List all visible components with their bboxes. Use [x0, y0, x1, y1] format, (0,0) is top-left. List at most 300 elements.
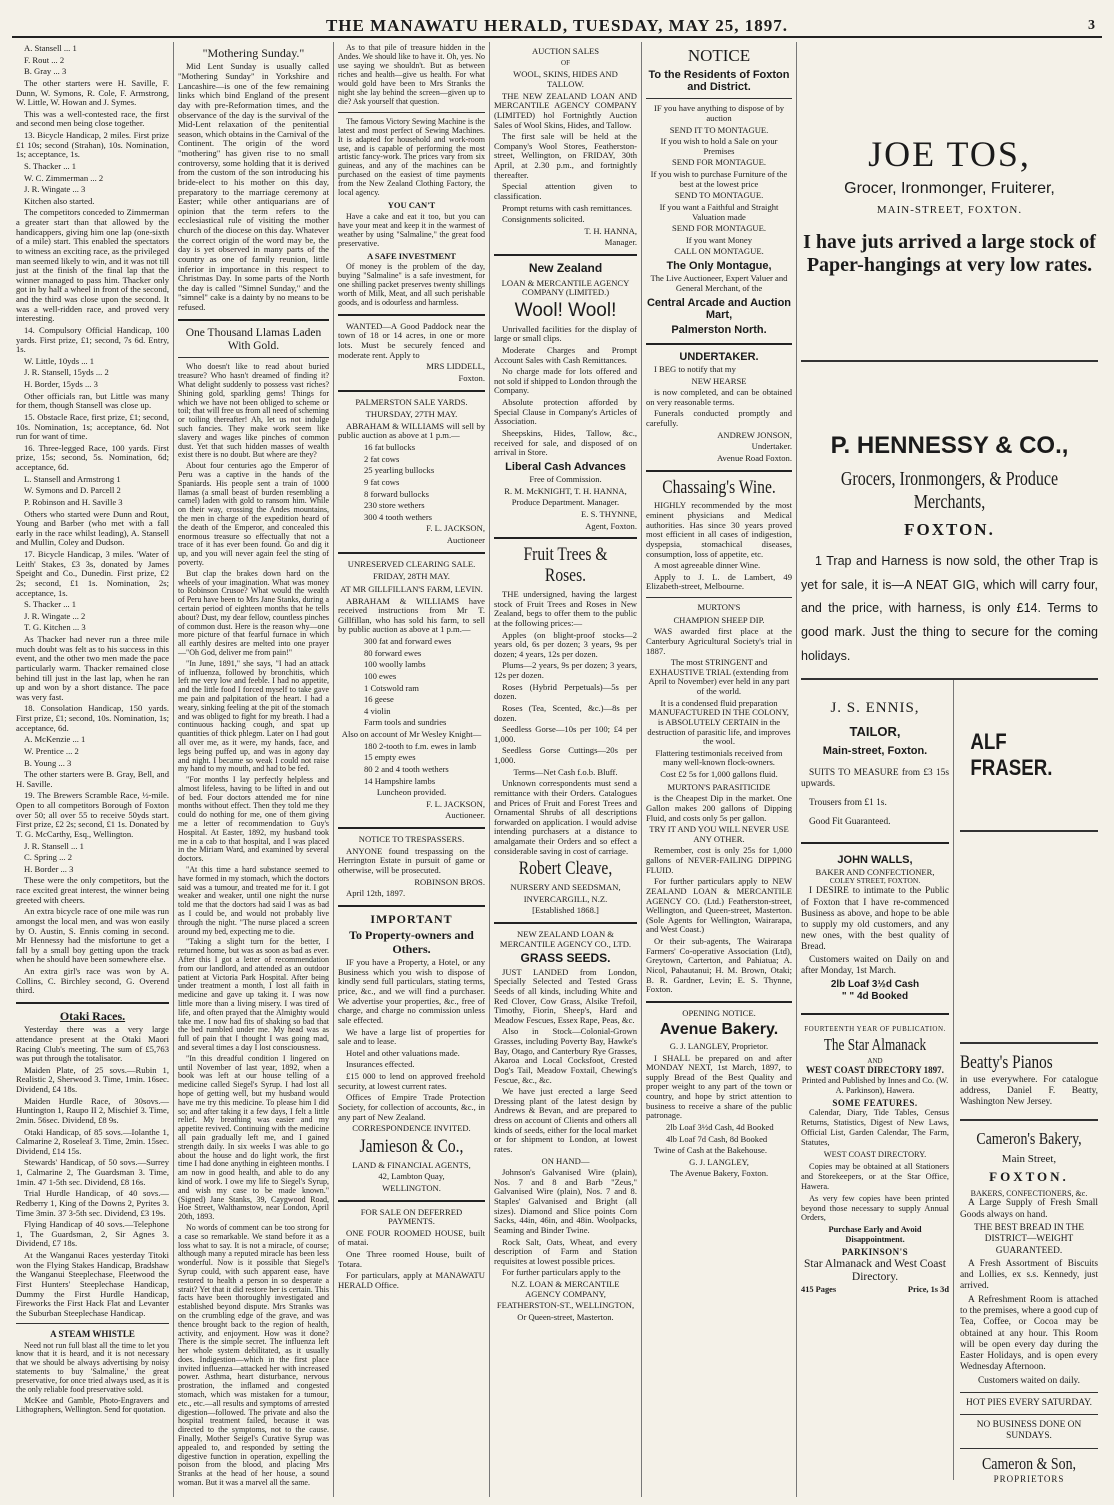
- ennis-text-2: Trousers from £1 1s.: [809, 798, 887, 809]
- parasiticide-text-2: TRY IT AND YOU WILL NEVER USE ANY OTHER.: [649, 824, 789, 844]
- palmerston-sale-item: 16 fat bullocks: [364, 442, 416, 453]
- sports-result-line: B. Gray ... 3: [24, 66, 67, 77]
- sports-result-line: W. Symons and D. Parcell 2: [24, 485, 121, 496]
- undertaker-addr: Avenue Road Foxton.: [716, 452, 792, 463]
- sports-result-line: J. R. Wingate ... 3: [24, 184, 86, 195]
- undertaker-title: UNDERTAKER.: [679, 350, 759, 363]
- notice-line: SEND FOR MONTAGUE.: [671, 157, 767, 168]
- sports-result-line: Kitchen also started.: [24, 195, 95, 206]
- joe-tos-text: I have juts arrived a large stock of Paper-hangings at very low rates.: [803, 231, 1096, 277]
- clearing-sale-item: 100 ewes: [364, 670, 397, 681]
- cameron-title: Cameron's Bakery,: [976, 1128, 1082, 1148]
- clearing-sale-item-2: 14 Hampshire lambs: [364, 775, 436, 786]
- fruit-price-line: Roses (Hybrid Perpetuals)—5s per dozen.: [494, 681, 637, 702]
- sheep-dip-sub: CHAMPION SHEEP DIP.: [673, 614, 765, 625]
- wool-text-4: Absolute protection afforded by Special Clause in Company's Articles of Association.: [494, 397, 637, 427]
- important-text-7: CORRESPONDENCE INVITED.: [352, 1123, 471, 1134]
- important-subtitle: To Property-owners and Others.: [349, 928, 474, 956]
- clearing-sale-item-2: 180 2-tooth to f.m. ewes in lamb: [364, 740, 477, 751]
- alf-fraser-ad: [960, 680, 1098, 832]
- clearing-sale-sign: F. L. JACKSON,: [426, 798, 485, 809]
- sports-result-line: 14. Compulsory Official Handicap, 100 yards. First prize, £1; second, 7s 6d. Entry, 1s.: [16, 324, 169, 355]
- almanack-features: SOME FEATURES.: [832, 1097, 918, 1108]
- almanack-text: Printed and Published by Innes and Co. (W. A. Parkinson), Hawera.: [801, 1075, 949, 1095]
- grass-company-2: N.Z. LOAN & MERCANTILE AGENCY COMPANY,: [511, 1279, 620, 1299]
- clearing-sale-items-2: [338, 742, 485, 787]
- sports-result-line: 13. Bicycle Handicap, 2 miles. First prize £1 10s; second (Strahan), 10s. Nomination, 1s; acceptance, 1s.: [16, 130, 169, 160]
- masthead: [12, 14, 1102, 38]
- fruit-price-line: Seedless Gorse—10s per 100; £4 per 1,000.: [494, 724, 637, 744]
- sports-result-line: The other starters were H. Saville, F. Dunn, W. Symons, R. Cole, F. Armstrong, W. Little, W. Howan and J. Symes.: [16, 77, 169, 108]
- sheep-dip-text-2: The most STRINGENT and EXHAUSTIVE TRIAL (extending from April to November) ever held in any part of the world.: [648, 657, 790, 697]
- sports-result-line: S. Thacker ... 1: [24, 599, 77, 610]
- sports-result-line: L. Stansell and Armstrong 1: [24, 473, 121, 484]
- cameron-ad: [960, 1121, 1098, 1493]
- chassaing-text: HIGHLY recommended by the most eminent physicians and Medical authorities. Has since 30 years proved most efficient in all cases of indigestion, dyspepsia, stomachical diseases, consumption, loss of appetite, etc.: [646, 500, 792, 559]
- jamieson-sub: LAND & FINANCIAL AGENTS,: [352, 1159, 471, 1170]
- palmerston-sale-item: 9 fat cows: [364, 476, 400, 487]
- cameron-text: A Large Supply of Fresh Small Goods always on hand.: [960, 1198, 1098, 1220]
- walls-price-2: " " 4d Booked: [841, 990, 909, 1002]
- deferred-title: FOR SALE ON DEFERRED PAYMENTS.: [360, 1206, 463, 1227]
- avenue-bakery-title: Avenue Bakery.: [659, 1021, 779, 1039]
- walls-ad: [801, 850, 949, 1006]
- sports-result-line: An extra bicycle race of one mile was run amongst the local men, and was won easily by O. Austin, S. Ennis coming in second. Mr Hennessy had the misfortune to get a fall by a small boy getting upon the track when he should have been somewhere else.: [16, 906, 169, 965]
- bakery-price-line: 4lb Loaf 7d Cash, 8d Booked: [666, 1133, 768, 1144]
- avenue-bakery-prices: [646, 1123, 792, 1144]
- cameron-text-6: HOT PIES EVERY SATURDAY.: [965, 1397, 1093, 1408]
- grass-text-4: Johnson's Galvanised Wire (plain), Nos. 7 and 8 and Barb "Zeus," Galvanised Wire (plain), Nos. 7 and 8. Staples' Galvanised and Bright (all sizes). Diamond and Slice points Corn Sacks, 44in, 46in, and 48in. Woolpacks, Seaming and Binder Twine.: [494, 1167, 637, 1235]
- sports-result-line: H. Border, 15yds ... 3: [24, 379, 98, 389]
- otaki-race-paragraph: Otaki Handicap, of 85 sovs.—Iolanthe 1, Calmarine 2, Roseleaf 3. Time, 2min. 15sec. Dividend, £14 15s.: [16, 1126, 169, 1156]
- trespassers-text: ANYONE found trespassing on the Herrington Estate in pursuit of game or otherwise, will be prosecuted.: [338, 845, 485, 875]
- column-3: [334, 42, 490, 1497]
- palmerston-sale-item: 230 store wethers: [364, 500, 425, 511]
- almanack-text-6: Purchase Early and Avoid Disappointment.: [828, 1225, 922, 1245]
- notice-line: SEND IT TO MONTAGUE.: [669, 124, 769, 135]
- palmerston-sale-sign: F. L. JACKSON,: [426, 523, 485, 534]
- walls-text: I DESIRE to intimate to the Public of Foxton that I have re-commenced Business as above, and hope to be able to supply my old customers, and any new ones, with the best quality of Bread.: [801, 886, 949, 952]
- otaki-race-paragraph: Trial Hurdle Handicap, of 40 sovs.—Redberry 1, King of the Downs 2, Pyrites 3. Time 3min. 37 3-5th sec. Dividend, £3 19s.: [16, 1188, 169, 1218]
- column-4: [490, 42, 642, 1497]
- sports-result-line: C. Spring ... 2: [24, 852, 72, 863]
- beatty-title: Beatty's Pianos: [960, 1052, 1053, 1073]
- mothering-sunday-text: [178, 62, 329, 312]
- right-ads: [954, 680, 1098, 1485]
- trespassers-date: April 12th, 1897.: [346, 888, 406, 899]
- almanack-price: Price, 1s 3d: [907, 1284, 949, 1294]
- undertaker-role: Undertaker.: [751, 441, 792, 452]
- auction-sub: WOOL, SKINS, HIDES AND TALLOW.: [513, 69, 618, 90]
- grass-on-hand: ON HAND—: [541, 1155, 590, 1166]
- cameron-city: FOXTON.: [989, 1169, 1069, 1185]
- parasiticide-text-5: Or their sub-agents, The Wairarapa Farmers' Co-operative Association (Ltd), Greytown, Carterton, and Pahiatua; A. Nicol, Pahautanui; H. M. Brown, Otaki; B. R. Gardner, Levin; E. S. Thynne, Foxton.: [646, 936, 792, 995]
- otaki-race-paragraph: At the Wanganui Races yesterday Titoki won the Flying Stakes Handicap, Bradshaw the Wanganui Steeplechase, Fleetwood the First Hunters' Steeplechase Handicap, Dummy the First Hurdle Handicap, Fireworks the First Hack Flat and Levanter the Suburban Steeplechase Handicap.: [16, 1250, 169, 1318]
- walls-price-1: 2lb Loaf 3½d Cash: [830, 979, 920, 991]
- almanack-text-4: Copies may be obtained at all Stationers and Storekeepers, or at the Star Office, Hawera.: [801, 1161, 949, 1191]
- llamas-paragraph: "For months I lay perfectly helpless and almost lifeless, having to be lifted in and out of bed. Four doctors attended me for nine months without effect. Then they told me they could do nothing for me, one of them giving me a letter of recommendation to Guy's Hospital. At Easter, 1892, my husband took me in a cab to that hospital, and I was placed in the Miriam Ward, and examined by several doctors.: [178, 775, 329, 864]
- almanack-text-2: Calendar, Diary, Tide Tables, Census Returns, Statistics, Digest of New Laws, Official List, Garden Calendar, The Farm, Statutes,: [801, 1108, 949, 1148]
- you-cant-text: Have a cake and eat it too, but you can have your meat and keep it in the warmest of weather by using "Salmaline," the great food preservative.: [338, 211, 485, 248]
- auction-text-5: Consignments solicited.: [502, 214, 585, 225]
- cameron-text-2: THE BEST BREAD IN THE DISTRICT—WEIGHT GUARANTEED.: [973, 1222, 1085, 1256]
- sheep-dip-cost: Cost £2 5s for 1,000 gallons fluid.: [660, 769, 778, 780]
- palmerston-sale-role: Auctioneer: [446, 535, 485, 546]
- sports-result-line: J. R. Wingate ... 2: [24, 610, 86, 621]
- notice-line: If you want a Faithful and Straight Valuation made: [659, 201, 779, 222]
- joe-tos-title: JOE TOS,: [868, 134, 1031, 174]
- otaki-race-paragraph: Maiden Hurdle Race, of 30sovs.—Huntington 1, Raupo II 2, Mischief 3. Time, 2min. 56sec. Dividend, £8 9s.: [16, 1095, 169, 1125]
- ennis-text-3: Good Fit Guaranteed.: [809, 817, 891, 828]
- notice-line: SEND TO MONTAGUE.: [674, 190, 764, 201]
- undertaker-text: I BEG to notify that my: [654, 363, 736, 374]
- grass-text: JUST LANDED from London, Specially Selected and Tested Grass Seeds of all kinds, including White and Red Clover, Cow Grass, Alsike Trefoil, Timothy, Fiorin, Sheep's, Hard and Meadow Fescues, Essex Rape, Peas, &c.: [494, 966, 637, 1025]
- avenue-bakery-text: I SHALL be prepared on and after MONDAY NEXT, 1st March, 1897, to supply Bread of the Best Quality and proper weight to any part of the town or country, and hope by strict attention to business to receive a share of the public patronage.: [646, 1052, 792, 1121]
- auction-of: OF: [561, 58, 570, 67]
- clearing-sale-item: 16 geese: [364, 694, 394, 705]
- clearing-sale-role: Auctioneer.: [445, 810, 485, 821]
- masthead-title: THE MANAWATU HERALD, TUESDAY, MAY 25, 1897.: [325, 16, 789, 35]
- auction-text-4: Prompt returns with cash remittances.: [502, 202, 633, 213]
- beatty-text: in use everywhere. For catalogue address, Daniel F. Beatty, Washington New Jersey.: [960, 1074, 1098, 1108]
- sports-result-line: T. G. Kitchen ... 3: [24, 622, 86, 633]
- victory-sewing-text: The famous Victory Sewing Machine is the latest and most perfect of Sewing Machines. It is adapted for household and work-room use, and is capable of performing the most artistic fancy-work. The prices vary from six guineas, and any of the machines can be purchased on the easiest of time payments from the New Zealand Clothing Factory, the local agency.: [338, 116, 485, 198]
- almanack-footer: [801, 1285, 949, 1295]
- important-text: IF you have a Property, a Hotel, or any Business which you wish to dispose of kindly send full particulars, stating terms, price, &c., and we will find a purchaser. We advertise your properties, &c., free of charge, and charge no commission unless sale effected.: [338, 957, 485, 1025]
- walls-title: JOHN WALLS,: [837, 854, 913, 867]
- parasiticide-title: MURTON'S PARASITICIDE: [667, 781, 771, 792]
- llamas-paragraph: "In June, 1891," she says, "I had an attack of influenza, followed by bronchitis, which left me very low and feeble. I had no appetite, and the little food I forced myself to take gave me pain and palpitation of the heart. I had a weary, sinking feeling at the pit of the stomach and was obliged to fight for my breath. I had a continuous hacking cough, and spat up quantities of thick phlegm. Later on I had gout all over me, as it were, my hands, face, and legs being puffed up, and was in agony day and night. I became so weak I could not raise my hand to my mouth, and had to be fed.: [178, 658, 329, 774]
- joe-tos-addr: MAIN-STREET, FOXTON.: [876, 204, 1023, 217]
- palmerston-sale-title: PALMERSTON SALE YARDS.: [355, 396, 468, 407]
- sheep-dip-text-3: It is a condensed fluid preparation MANUFACTURED IN THE COLONY, is ABSOLUTELY CERTAIN in the destruction of parasitic life, and improves the wool.: [647, 697, 791, 747]
- clearing-sale-lunch: Luncheon provided.: [376, 787, 447, 798]
- mothering-sunday-paragraph: Mid Lent Sunday is usually called "Mothering Sunday" in Yorkshire and Lancashire—is one of the few remaining links which bind England of the present day with pre-Reformation times, and the observance of the day is the survival of the Mid-Lent relaxation of the penitential season, which obtains in the Carnival of the Continent. The origin of the word "mothering" has given rise to no small controversy, some holding that it is derived from the custom of the son introducing his bride-elect to his mother on this day, preparatory to the marriage ceremony at Easter; while other antiquarians are of opinion that the term refers to the ecclesiastical rule of visiting the mother church of the diocese on this day. Whatever the correct origin of the word may be, the day is yet observed in many parts of the country as one of family reunion, little inferior in importance in this respect to Christmas Day. In some parts of the North the day is called "Simnel Sunday," and the "simnel" cake is a dainty by no means to be refused.: [178, 61, 329, 313]
- alf-fraser: ALF FRASER.: [970, 728, 1053, 780]
- sheep-dip-text-4: Flattering testimonials received from many well-known flock-owners.: [655, 747, 783, 768]
- parasiticide-text-3: Remember, cost is only 25s for 1,000 gallons of NEVER-FAILING DIPPING FLUID.: [646, 845, 792, 875]
- fruit-trees-prices: [494, 631, 637, 766]
- fruit-price-line: Apples (on blight-proof stocks—2 years old, 6s per dozen; 3 years, 9s per dozen; 4 years, 12s per dozen.: [494, 629, 637, 659]
- cleave-title: Robert Cleave,: [518, 858, 613, 880]
- palmerston-sale-item: 8 forward bullocks: [364, 488, 429, 499]
- llamas-paragraph: "Taking a slight turn for the better, I returned home, but was as soon as bad as ever. After this I got a letter of recommendation from our landlord, and attended as an outdoor patient at Victoria Park Hospital. After being under treatment a month, I lost all faith in medicine and gave up taking it. I was now little more than a living misery. I was tired of life, and often prayed that the Almighty would take me. I now had fits of shaking so bad that the bed rumbled under me. My head was as full of pain that I thought I was going mad, and several times a day I lost consciousness.: [178, 937, 329, 1052]
- notice-sub: To the Residents of Foxton and District.: [648, 68, 790, 93]
- grass-text-5: Rock Salt, Oats, Wheat, and every description of Farm and Station requisites at lowest possible prices.: [494, 1236, 637, 1266]
- cameron-sub: BAKERS, CONFECTIONERS, &c.: [970, 1188, 1088, 1198]
- safe-investment-title: A SAFE INVESTMENT: [367, 250, 456, 261]
- llamas-paragraph: "At this time a hard substance seemed to have formed in my stomach, which the doctors said was a tumour, and treated me for it. I got weaker and weaker, until one night the nurse told me that the doctors had said I was as bad as I could be, and would not probably live through the night. "The nurse placed a screen around my bed, expecting me to die.: [178, 865, 329, 936]
- sports-result-line: B. Young ... 3: [24, 757, 72, 768]
- llamas-paragraph: "In this dreadful condition I lingered on until November of last year, 1892, when a book was left at our house telling of a medicine called Siegel's Syrup. I had lost all hope of getting well, but my husband would have me try this medicine. To please him I did so; and after taking it a few days, I felt a little relief. My breathing was easier and my appetite revived. Continuing with the medicine all pain gradually left me, and I gained strength daily. In six weeks I was able to go about the house and do light work, the first time I had done anything in eighteen months. I am now in good health, and able to do any kind of work. I owe my life to Siegel's Syrup, and wish my case to be made known." (Signed) Jane Stanks, 39, Caygwood Road, Hoe Street, Walthamstow, near London, April 20th, 1893.: [178, 1053, 329, 1222]
- liberal-sign-1: R. M. McKNIGHT, T. H. HANNA,: [504, 485, 627, 496]
- parasiticide-text-4: For further particulars apply to NEW ZEALAND LOAN & MERCANTILE AGENCY CO. (Ltd.) Featherston-street, Wellington, and Queen-street, Masterton. (Sole Agents for Wellington, Wairarapa, and West Coast.): [646, 876, 792, 935]
- sports-result-line: An extra girl's race was won by A. Collins, C. Birchley second, G. Overend third.: [16, 966, 169, 996]
- almanack-and: AND: [867, 1057, 883, 1066]
- almanack-pub: FOURTEENTH YEAR OF PUBLICATION.: [804, 1024, 946, 1033]
- steam-whistle-text: Need not run full blast all the time to let you know that it is heard, and it is not necessary that we should be always advertising by noisy statements to buy 'Salmaline,' the great preservative, for once tried always used, as it is the only reliable food preservative sold.: [16, 1340, 169, 1395]
- cameron-addr: Main Street,: [1001, 1153, 1057, 1166]
- clearing-sale-item: 4 violin: [364, 705, 391, 716]
- liberal-sign-2: Produce Department. Manager.: [511, 497, 620, 508]
- wanted-place: Foxton.: [458, 372, 485, 383]
- treasure-text: As to that pile of treasure hidden in the Andes. We should like to have it. Oh, yes. No use saying we shouldn't. But as between riches and health—give us health. For what would gold have been to Mrs Stranks the night she lay behind the screen—given up to die? Ask yourself that question.: [338, 43, 485, 106]
- sports-result-line: W. C. Zimmerman ... 2: [24, 172, 104, 183]
- sports-result-line: J. R. Stansell, 15yds ... 2: [24, 367, 109, 378]
- mothering-sunday-title: "Mothering Sunday.": [202, 46, 305, 60]
- almanack-text-5: As very few copies have been printed beyond those necessary to supply Annual Orders,: [801, 1193, 949, 1223]
- only-montague-title: The Only Montague,: [666, 260, 772, 273]
- clearing-sale-intro: ABRAHAM & WILLIAMS have received instructions from Mr T. Gillfillan, who has sold his farm, to sell by public auction as above at 1 p.m.—: [338, 595, 485, 635]
- sports-result-line: These were the only competitors, but the race excited great interest, the winner being greeted with cheers.: [16, 875, 169, 905]
- avenue-bakery-sign: G. J. LANGLEY,: [689, 1156, 749, 1167]
- clearing-sale-item: 300 fat and forward ewes: [364, 636, 452, 647]
- liberal-agent-2: Agent, Foxton.: [585, 520, 637, 531]
- sports-result-line: 19. The Brewers Scramble Race, ½-mile. Open to all competitors Borough of Foxton over 50; all over 55 to receive 50yds start. First prize, £2 2s; second, £1 1s. Donated by T. G. McCarthy, Esq., Wellington.: [16, 790, 169, 839]
- steam-whistle-title: A STEAM WHISTLE: [50, 1329, 135, 1340]
- clearing-sale-item-2: 15 empty ewes: [364, 752, 416, 763]
- sports-result-line: S. Thacker ... 1: [24, 160, 77, 171]
- auction-role: Manager.: [604, 237, 637, 248]
- nz-loan-sub: LOAN & MERCANTILE AGENCY COMPANY (LIMITED.): [501, 277, 630, 298]
- parasiticide-text: is the Cheapest Dip in the market. One Gallon makes 200 gallons of Dipping Fluid, and costs only 5s per gallon.: [646, 793, 792, 823]
- notice-line: If you wish to hold a Sale on your Premises: [660, 136, 778, 156]
- sports-result-line: As Thacker had never run a three mile much doubt was felt as to his success in this event, and the other two men made the pace particularly warm. Thacker remained close behind till just in the last lap, when he ran up and won by a short distance. The pace was very fast.: [16, 634, 169, 702]
- cameron-text-4: A Refreshment Room is attached to the premises, where a good cup of Tea, Coffee, or Cocoa may be obtained at any hour. This Room will be open every day during the Easter Holidays, and is open every Wednesday Afternoon.: [960, 1294, 1098, 1373]
- grass-text-6: For further particulars apply to the: [502, 1267, 621, 1278]
- important-text-3: Hotel and other valuations made.: [346, 1047, 460, 1058]
- notice-line: IF you have anything to dispose of by auction: [653, 103, 785, 123]
- opening-notice: OPENING NOTICE.: [682, 1007, 756, 1018]
- notice-line: If you wish to purchase Furniture of the best at the lowest price: [650, 169, 788, 189]
- walls-sub: BAKER AND CONFECTIONER,: [815, 867, 935, 878]
- sports-result-line: H. Border ... 3: [24, 863, 74, 874]
- grass-company: NEW ZEALAND LOAN & MERCANTILE AGENCY CO., LTD.: [499, 929, 632, 949]
- wool-text-5: Sheepskins, Hides, Tallow, &c., received for sale, and disposed of on arrival in Store.: [494, 427, 637, 458]
- auction-text-3: Special attention given to classification.: [494, 181, 637, 201]
- engravers-note: McKee and Gamble, Photo-Engravers and Lithographers, Wellington. Send for quotation.: [16, 1396, 169, 1415]
- central-arcade-city: Palmerston North.: [671, 324, 767, 337]
- important-text-4: Insurances effected.: [346, 1059, 415, 1070]
- columns: [12, 42, 1102, 1497]
- almanack-pages: 415 Pages: [801, 1284, 837, 1294]
- wool-title: Wool! Wool!: [514, 299, 617, 321]
- liberal-agent: E. S. THYNNE,: [581, 508, 637, 519]
- clearing-sale-title: UNRESERVED CLEARING SALE.: [347, 558, 476, 569]
- cameron-text-5: Customers waited on daily.: [978, 1375, 1080, 1386]
- sports-result-line: W. Prentice ... 2: [24, 745, 79, 756]
- palmerston-sale-item: 25 yearling bullocks: [364, 465, 435, 476]
- llamas-paragraph: No words of comment can be too strong for a case so remarkable. We stand before it as a loss what to say. It is not a miracle, of course; although many a reputed miracle has been less wonderful. Now is it possible that Siegel's Syrup could, with such apparent ease, have restored to health a person in so desperate a strait? Yet that it did restore her is certain. This facts have been thoroughly investigated and established beyond dispute. Mrs Stranks was on the crumbling edge of the grave, and was thence brought back to the region of health, activity, and enjoyment. How was it done? There is the simple secret. The influenza left her whole system debilitated, as it usually does. Indigestion—which in the first place invited influenza—attacked her with increased power. Asthma, heart disturbance, nervous prostration, the inflamed and congested stomach, which was mistaken for a tumour, etc., etc.—all results and symptoms of arrested digestion—followed. The private and also the hospital treatment failed, because it was directed to the symptoms, not to the cause. Finally, Mother Seigel's Curative Syrup was appealed to, and responded by setting the digestive function in operation, expelling the poison from the blood, and placing Mrs Stranks at the head of her house, a sound woman. But it was a marvel all the same.: [178, 1222, 329, 1488]
- wool-text: Unrivalled facilities for the display of large or small clips.: [494, 323, 637, 344]
- liberal-sub: Free of Commission.: [529, 474, 602, 485]
- central-arcade-title: Central Arcade and Auction Mart,: [646, 296, 792, 321]
- undertaker-sign: ANDREW JONSON,: [717, 429, 792, 440]
- notice-title: NOTICE: [687, 46, 751, 65]
- sports-result-line: Other officials ran, but Little was many for them, though Stansell was close up.: [16, 390, 169, 411]
- cameron-sign: Cameron & Son,: [981, 1453, 1077, 1473]
- sports-result-line: J. R. Stansell ... 1: [24, 840, 84, 851]
- fruit-price-line: Plums—2 years, 9s per dozen; 3 years, 12s per dozen.: [494, 660, 637, 680]
- auction-sign: T. H. HANNA,: [584, 225, 637, 236]
- grass-seeds-title: GRASS SEEDS.: [520, 951, 611, 966]
- otaki-race-paragraph: Maiden Plate, of 25 sovs.—Rubin 1, Realistic 2, Sherwood 3. Time, 1min. 16sec. Dividend, £4 18s.: [16, 1064, 169, 1095]
- cameron-text-7: NO BUSINESS DONE ON SUNDAYS.: [976, 1420, 1082, 1442]
- ennis-addr: Main-street, Foxton.: [822, 745, 928, 758]
- walls-addr: COLEY STREET, FOXTON.: [829, 876, 921, 886]
- llamas-title: One Thousand Llamas Laden With Gold.: [185, 326, 322, 352]
- important-text-5: £15 000 to lend on approved freehold security, at lowest current rates.: [338, 1071, 485, 1091]
- palmerston-sale-items: [338, 443, 485, 522]
- sports-result-line: A. Stansell ... 1: [24, 43, 77, 53]
- jamieson-title: Jamieson & Co.,: [359, 1135, 464, 1157]
- important-title: IMPORTANT: [370, 911, 453, 926]
- palmerston-sale-item: 300 4 tooth wethers: [364, 511, 433, 522]
- important-text-6: Offices of Empire Trade Protection Society, for collection of accounts, &c., in any part of New Zealand.: [338, 1092, 485, 1122]
- bottom-ads: [801, 680, 1098, 1485]
- almanack-title: The Star Almanack: [823, 1035, 927, 1055]
- clearing-sale-items: [338, 637, 485, 728]
- hennessy-ad: [801, 362, 1098, 680]
- sheep-dip-title: MURTON'S: [697, 602, 741, 613]
- deferred-text: ONE FOUR ROOMED HOUSE, built of matai.: [338, 1227, 485, 1248]
- only-montague-text: The Live Auctioneer, Expert Valuer and General Merchant, of the: [650, 273, 788, 293]
- clearing-sale-item: Farm tools and sundries: [364, 717, 447, 728]
- ennis-ad: [801, 680, 949, 836]
- wool-text-3: No charge made for lots offered and not sold if shipped to London through the Company.: [494, 366, 637, 396]
- llamas-text: [178, 363, 329, 1487]
- sports-results: [16, 44, 169, 996]
- auction-title: AUCTION SALES: [531, 46, 600, 56]
- avenue-bakery-addr: The Avenue Bakery, Foxton.: [669, 1168, 769, 1179]
- deferred-text-3: For particulars, apply at MANAWATU HERALD Office.: [338, 1270, 485, 1290]
- fruit-trees-title: Fruit Trees & Roses.: [523, 544, 608, 587]
- cameron-role: PROPRIETORS: [993, 1474, 1065, 1485]
- ennis-title: J. S. ENNIS,: [830, 700, 920, 716]
- avenue-bakery-prop: G. J. LANGLEY, Proprietor.: [669, 1040, 769, 1051]
- almanack-sub: WEST COAST DIRECTORY 1897.: [806, 1065, 944, 1076]
- almanack-parkinson: PARKINSON'S: [841, 1247, 909, 1258]
- llamas-paragraph: But clap the brakes down hard on the wheels of your imagination. What was money to Robinson Crusoe? What would the wealth of Peru have been to Mrs Jane Stanks, during a certain period of eighteen months that he tells about? Dust, my dear fellow, countless pinches of common dust. Here is the reason why—one more picture of that fearful furnace in which all earthly desires are melted into one prayer—"Oh God, deliver me from pain!": [178, 568, 329, 657]
- safe-investment-text: Of money is the problem of the day, buying "Salmaline" is a safe investment, for one shilling packet preserves twenty shillings worth of Milk, Meat, and all such perishable goods, and is odourless and harmless.: [338, 262, 485, 307]
- joe-tos-ad: [801, 44, 1098, 362]
- chassaing-title: Chassaing's Wine.: [662, 476, 776, 498]
- cleave-sub: NURSERY AND SEEDSMAN,: [510, 882, 621, 893]
- sheep-dip-text: WAS awarded first place at the Canterbury Agricultural Society's trial in 1887.: [646, 626, 792, 656]
- liberal-title: Liberal Cash Advances: [505, 460, 626, 473]
- almanack-star: Star Almanack and West Coast Directory.: [804, 1257, 946, 1284]
- wool-text-2: Moderate Charges and Prompt Account Sales with Cash Remittances.: [494, 344, 637, 365]
- notice-line: SEND FOR MONTAGUE.: [671, 223, 767, 234]
- sports-result-line: This was a well-contested race, the first and second men being close together.: [16, 108, 169, 129]
- chassaing-text-2: A most agreeable dinner Wine.: [654, 560, 761, 571]
- undertaker-text-2: is now completed, and can be obtained on very reasonable terms.: [646, 387, 792, 407]
- otaki-races-title: Otaki Races.: [59, 1008, 126, 1023]
- beatty-ad: [960, 1044, 1098, 1121]
- sports-result-line: A. McKenzie ... 1: [24, 734, 86, 745]
- grass-text-2: Also in Stock—Colonial-Grown Grasses, including Poverty Bay, Hawke's Bay, Otago, and Canterbury Rye Grasses, Akaroa and Local Cocksfoot, Crested Dog's Tail, Meadow Foxtail, Chewing's Fescue, &c., &c.: [494, 1026, 637, 1085]
- cameron-text-3: A Fresh Assortment of Biscuits and Lollies, ex s.s. Kennedy, just arrived.: [960, 1258, 1098, 1292]
- palmerston-sale-intro: ABRAHAM & WILLIAMS will sell by public auction as above at 1 p.m.—: [338, 420, 485, 441]
- hennessy-city: FOXTON.: [904, 520, 995, 540]
- sports-result-line: The other starters were B. Gray, Bell, and H. Saville.: [16, 769, 169, 789]
- clearing-sale-also: Also on account of Mr Wesley Knight—: [341, 729, 482, 740]
- notice-items: [646, 104, 792, 257]
- avenue-bakery-text-2: Twine of Cash at the Bakehouse.: [654, 1145, 767, 1156]
- clearing-sale-item: 100 woolly lambs: [364, 659, 426, 670]
- undertaker-text-3: Funerals conducted promptly and carefully.: [646, 408, 792, 428]
- palmerston-sale-item: 2 fat cows: [364, 453, 400, 464]
- important-text-2: We have a large list of properties for sale and to lease.: [338, 1026, 485, 1047]
- you-cant-title: YOU CAN'T: [387, 200, 436, 211]
- sports-result-line: F. Rout ... 2: [24, 54, 65, 65]
- clearing-sale-place: AT MR GILLFILLAN'S FARM, LEVIN.: [340, 583, 483, 594]
- fruit-price-line: Roses (Tea, Scented, &c.)—8s per dozen.: [494, 702, 637, 723]
- joe-tos-sub: Grocer, Ironmonger, Fruiterer,: [844, 179, 1055, 197]
- left-ads: [801, 680, 954, 1480]
- otaki-race-paragraph: Flying Handicap of 40 sovs.—Telephone 1, The Guardsman, 2, Sir Agnes 3. Dividend, £7 18s.: [16, 1219, 169, 1249]
- clearing-sale-item: 80 forward ewes: [364, 647, 422, 658]
- notice-line: If you want Money: [685, 234, 753, 245]
- sports-result-line: 18. Consolation Handicap, 150 yards. First prize, £1; second, 10s. Nomination, 1s; acceptance, 6d.: [16, 703, 169, 733]
- column-1: [12, 42, 174, 1497]
- fruit-terms: Terms—Net Cash f.o.b. Bluff.: [513, 766, 618, 777]
- jamieson-addr: 42, Lambton Quay,: [378, 1171, 445, 1182]
- sports-result-line: 16. Three-legged Race, 100 yards. First prize, 15s; second, 5s. Nomination, 6d; acceptance, 6d.: [16, 442, 169, 472]
- hennessy-title: P. HENNESSY & CO.,: [830, 432, 1069, 459]
- auction-text-2: The first sale will be held at the Company's Wool Stores, Featherston-street, Wellington, on FRIDAY, 30th April, at 2.30 p.m., and fortnightly thereafter.: [494, 131, 637, 180]
- cleave-est: [Established 1868.]: [532, 905, 599, 916]
- otaki-race-paragraph: Yesterday there was a very large attendance present at the Otaki Maori Racing Club's meeting. The sum of £5,763 was put through the totalisator.: [16, 1024, 169, 1064]
- ennis-sub: TAILOR,: [849, 723, 901, 739]
- grass-address: FEATHERSTON-ST., WELLINGTON,: [496, 1300, 635, 1311]
- ennis-text: SUITS TO MEASURE from £3 15s upwards.: [801, 767, 949, 790]
- palmerston-sale-date: THURSDAY, 27TH MAY.: [365, 409, 458, 420]
- sports-result-line: Others who started were Dunn and Rout, Young and Barber (who met with a fall early in the race whilst leading), A. Stansell and Mullin, Coley and Dudson.: [16, 508, 169, 548]
- walls-text-2: Customers waited on Daily on and after Monday, 1st March.: [801, 954, 949, 977]
- sports-result-line: P. Robinson and H. Saville 3: [24, 496, 123, 507]
- sports-result-line: 17. Bicycle Handicap, 3 miles. 'Water of Leith' Stakes, £3 3s, donated by James Speight and Co., Dunedin. First prize, £2 2s; second, £1 1s. Nomination, 2s; acceptance, 1s.: [16, 549, 169, 598]
- hennessy-text: 1 Trap and Harness is now sold, the other Trap is yet for sale, it is—A NEAT GIG, which will carry four, and the price, with harness, is only £14. Terms to good mark. Just the thing to secure for the coming holidays.: [801, 553, 1098, 663]
- clearing-sale-item-2: 80 2 and 4 tooth wethers: [364, 763, 449, 774]
- otaki-races-text: [16, 1025, 169, 1318]
- auction-text: THE NEW ZEALAND LOAN AND MERCANTILE AGENCY COMPANY (LIMITED) hol Fortnightly Auction Sales of Wool Skins, Hides, and Tallow.: [494, 90, 637, 130]
- llamas-paragraph: Who doesn't like to read about buried treasure? Who hasn't dreamed of finding it? What delight suddenly to possess vast riches? Shining gold, sparkling gems! Things for which we have not been obliged to scheme or toil; that will free us from all need of scheming or toiling thereafter! Ah, let us not indulge such fancies. They make work seem like slavery and wages like pinches of common dust. Yet that such hidden masses of wealth exist there is no doubt. But where are they?: [178, 362, 329, 460]
- deferred-text-2: One Three roomed House, built of Totara.: [338, 1249, 485, 1269]
- almanack-ad: [801, 1021, 949, 1299]
- wanted-text: WANTED—A Good Paddock near the town of 18 or 14 acres, in one or more lots. Must be securely fenced and moderate rent. Apply to: [338, 320, 485, 360]
- clearing-sale-date: FRIDAY, 28TH MAY.: [373, 571, 450, 582]
- otaki-race-paragraph: Stewards' Handicap, of 50 sovs.—Surrey 1, Calmarine 2, The Guardsman 3. Time, 1min. 47 1-5th sec. Dividend, £8 16s.: [16, 1157, 169, 1187]
- cleave-city: INVERCARGILL, N.Z.: [523, 893, 608, 904]
- column-5: [642, 42, 797, 1497]
- sports-result-line: 15. Obstacle Race, first prize, £1; second, 10s. Nomination, 1s; acceptance, 6d. Not run for want of time.: [16, 411, 169, 442]
- trespassers-sign: ROBINSON BROS.: [414, 876, 485, 887]
- nz-loan-title: New Zealand: [528, 261, 603, 276]
- grass-address-2: Or Queen-street, Masterton.: [517, 1311, 614, 1322]
- almanack-text-3: WEST COAST DIRECTORY.: [823, 1149, 927, 1159]
- wanted-sign: MRS LIDDELL,: [426, 361, 485, 372]
- column-2: [174, 42, 334, 1497]
- sports-result-line: The competitors conceded to Zimmerman a greater start than that allowed by the handicappers, giving him one lap (one-sixth of a mile) start. This enabled the spectators to witness an exciting race, as the privileged man seemed likely to win, and it was not till just at the finish of the final lap that the winner managed to pass him. Thacker only got in by half a wheel in front of the second, and the third was close upon the second. It was a well-ridden race, and proved very interesting.: [16, 207, 169, 324]
- chassaing-text-3: Apply to J. L. de Lambert, 49 Elizabeth-street, Melbourne.: [646, 571, 792, 592]
- hennessy-sub: Grocers, Ironmongers, & Produce Merchants,: [840, 467, 1059, 514]
- llamas-paragraph: About four centuries ago the Emperor of Peru was a captive in the hands of the Spaniards. His people sent a train of 1000 llamas (a small beast of burden resembling a camel) laden with gold to ransom him. While on their way, crossing the Andes mountains, the men in charge of the expedition heard of the death of the Emperor, and concealed this enormous treasure so effectually that not a trace of it has ever been found. Go and dig it up, and you will never again feel the sting of poverty.: [178, 461, 329, 567]
- clearing-sale-item: 1 Cotswold ram: [364, 682, 419, 693]
- sports-result-line: W. Little, 10yds ... 1: [24, 355, 95, 366]
- undertaker-hearse: NEW HEARSE: [691, 375, 747, 386]
- jamieson-city: WELLINGTON.: [382, 1182, 441, 1193]
